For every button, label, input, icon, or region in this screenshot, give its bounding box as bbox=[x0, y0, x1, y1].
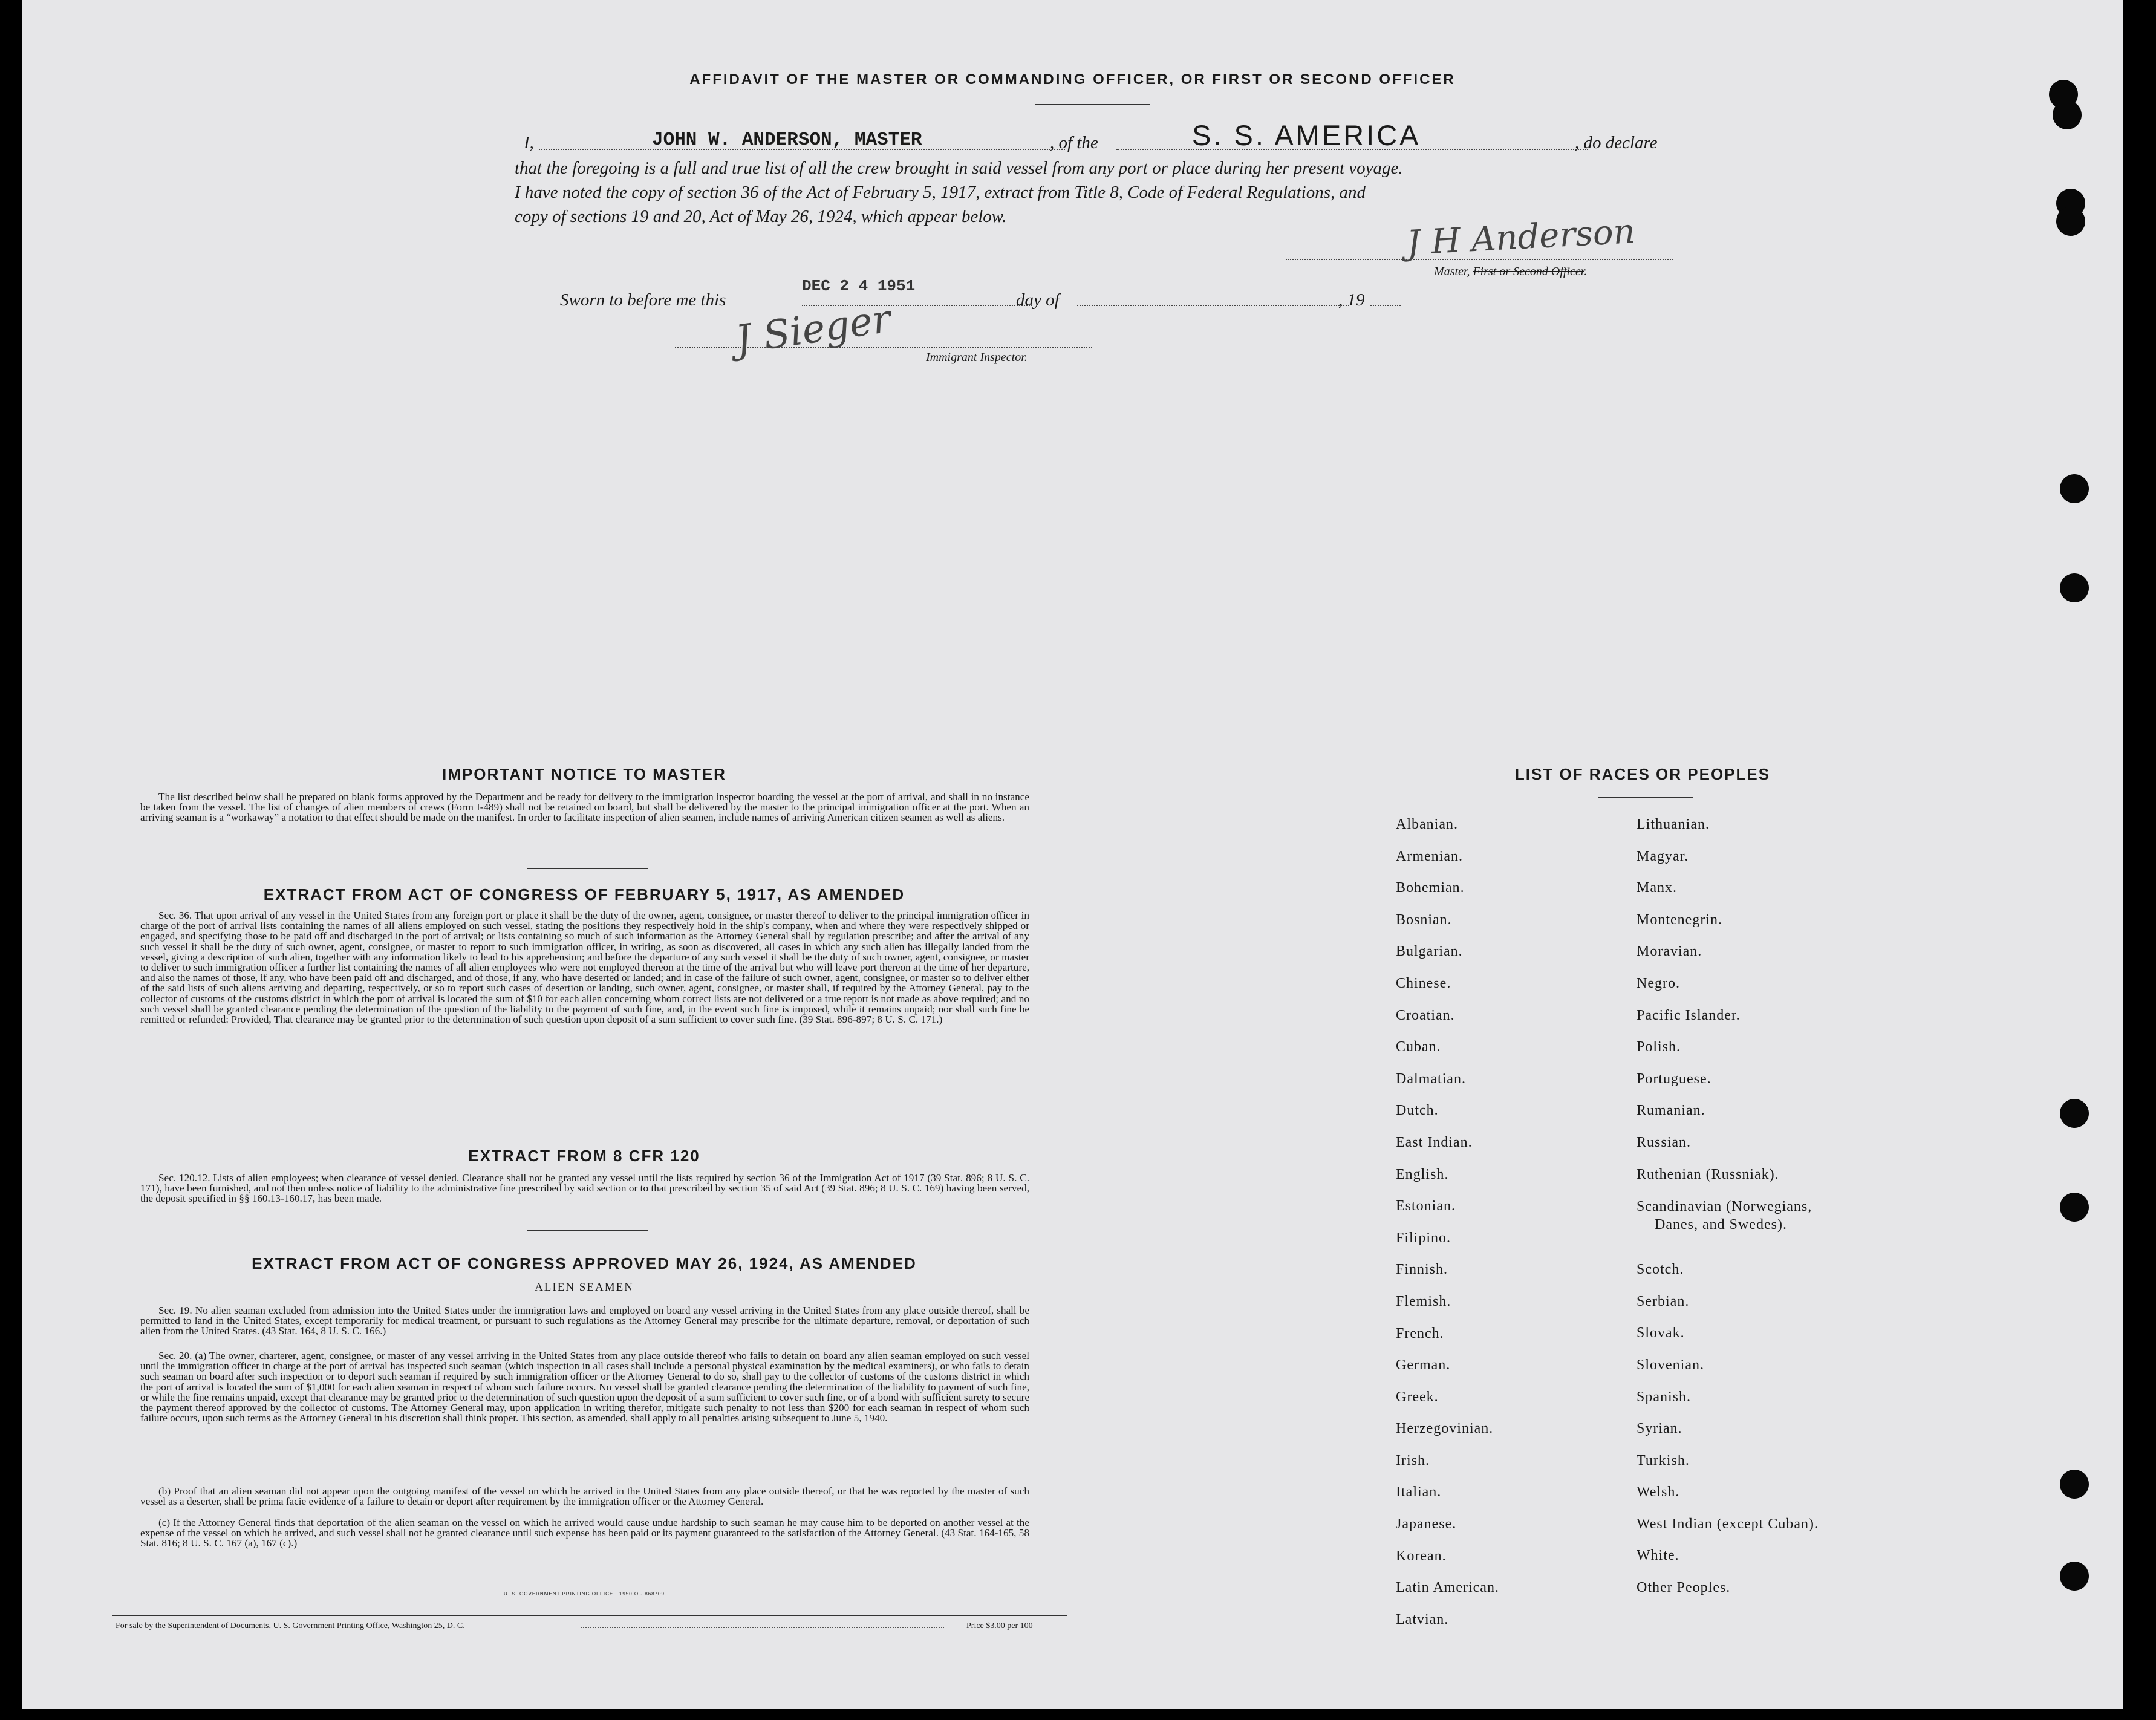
race-item: Armenian. bbox=[1396, 848, 1463, 864]
race-item: West Indian (except Cuban). bbox=[1637, 1516, 1819, 1532]
races-left-column bbox=[1396, 809, 1499, 1635]
race-item: Korean. bbox=[1396, 1548, 1447, 1564]
race-item: Dalmatian. bbox=[1396, 1070, 1466, 1087]
price-note: Price $3.00 per 100 bbox=[966, 1621, 1033, 1630]
race-item: Polish. bbox=[1637, 1039, 1681, 1055]
gpo-imprint: U. S. GOVERNMENT PRINTING OFFICE : 1950 O - 868709 bbox=[504, 1591, 665, 1597]
race-item: Albanian. bbox=[1396, 816, 1458, 832]
race-item: Bosnian. bbox=[1396, 911, 1452, 928]
race-item: East Indian. bbox=[1396, 1134, 1473, 1150]
punch-hole-icon bbox=[2060, 474, 2089, 503]
race-item: Bohemian. bbox=[1396, 880, 1465, 896]
race-item: Irish. bbox=[1396, 1452, 1430, 1468]
race-item: Scandinavian (Norwegians, bbox=[1637, 1199, 1812, 1215]
race-item: French. bbox=[1396, 1325, 1444, 1341]
title-rule bbox=[1035, 104, 1150, 105]
declaration-line-3: I have noted the copy of section 36 of the Act of February 5, 1917, extract from Title 8, Code of Federal Regulations, and bbox=[515, 183, 1366, 202]
affidavit-title: AFFIDAVIT OF THE MASTER OR COMMANDING OFFICER, OR FIRST OR SECOND OFFICER bbox=[689, 71, 1456, 88]
day-of-text: day of bbox=[1016, 290, 1060, 310]
notice-title: IMPORTANT NOTICE TO MASTER bbox=[442, 765, 726, 783]
race-item: Serbian. bbox=[1637, 1293, 1690, 1309]
declaration-do-declare: , do declare bbox=[1575, 133, 1658, 152]
race-item: Manx. bbox=[1637, 880, 1677, 896]
race-item: Estonian. bbox=[1396, 1198, 1456, 1214]
punch-hole-icon bbox=[2056, 207, 2085, 236]
race-item: Pacific Islander. bbox=[1637, 1007, 1741, 1023]
race-item: Chinese. bbox=[1396, 975, 1451, 991]
race-item: Magyar. bbox=[1637, 848, 1689, 864]
punch-hole-icon bbox=[2060, 1099, 2089, 1128]
date-stamp: DEC 2 4 1951 bbox=[802, 277, 916, 295]
races-title: LIST OF RACES OR PEOPLES bbox=[1514, 765, 1771, 783]
punch-hole-icon bbox=[2060, 573, 2089, 602]
punch-hole-icon bbox=[2060, 1562, 2089, 1591]
race-item: German. bbox=[1396, 1357, 1451, 1373]
extract-1924-title: EXTRACT FROM ACT OF CONGRESS APPROVED MAY 26, 1924, AS AMENDED bbox=[252, 1254, 917, 1272]
race-item: English. bbox=[1396, 1166, 1449, 1182]
document-page bbox=[22, 0, 2123, 1709]
races-right-column bbox=[1637, 809, 1819, 1604]
race-item: Danes, and Swedes). bbox=[1655, 1217, 1787, 1233]
race-item: Other Peoples. bbox=[1637, 1580, 1731, 1596]
race-item: Turkish. bbox=[1637, 1452, 1690, 1468]
race-item: Slovenian. bbox=[1637, 1357, 1704, 1373]
race-item: Syrian. bbox=[1637, 1421, 1682, 1437]
extract-1924-sec20c: (c) If the Attorney General finds that deportation of the alien seaman on the vessel on which he arrived would cause undue hardship to such seaman he may cause him to be deported on another vessel at the expense of the vessel on which he arrived, and such vessel shall not be granted clearance until such expense has been paid or its payment guaranteed to the satisfaction of the Attorney General. (43 Stat. 164-165, 58 Stat. 816; 8 U. S. C. 167 (a), 167 (c).) bbox=[140, 1517, 1029, 1549]
inspector-line bbox=[675, 347, 1092, 348]
race-item: Russian. bbox=[1637, 1134, 1692, 1150]
extract-cfr-body: Sec. 120.12. Lists of alien employees; when clearance of vessel denied. Clearance shall not be granted any vessel until the lists required by section 36 of the Immigration Act of 1917 (39 Stat. 896; 8 U. S. C. 171), have been furnished, and not then unless notice of liability to the administrative fine prescribed by said section or to that prescribed by section 35 of said Act (39 Stat. 896; 8 U. S. C. 169) having been served, the deposit specified in §§ 160.13-160.17, has been made. bbox=[140, 1172, 1029, 1205]
race-item: Lithuanian. bbox=[1637, 816, 1710, 832]
race-item: Rumanian. bbox=[1637, 1103, 1705, 1119]
race-item: Montenegrin. bbox=[1637, 911, 1722, 928]
race-item: Spanish. bbox=[1637, 1389, 1692, 1405]
race-item: Portuguese. bbox=[1637, 1070, 1711, 1087]
extract-cfr-title: EXTRACT FROM 8 CFR 120 bbox=[468, 1147, 700, 1165]
race-item: Moravian. bbox=[1637, 943, 1702, 960]
race-item: Welsh. bbox=[1637, 1484, 1680, 1500]
race-item: Filipino. bbox=[1396, 1230, 1451, 1246]
alien-seamen-subtitle: ALIEN SEAMEN bbox=[535, 1281, 634, 1294]
extract-1917-title: EXTRACT FROM ACT OF CONGRESS OF FEBRUARY 5, 1917, AS AMENDED bbox=[263, 885, 905, 904]
race-item: Ruthenian (Russniak). bbox=[1637, 1166, 1779, 1182]
year-line bbox=[1370, 305, 1401, 306]
signature-caption: Master, First or Second Officer. bbox=[1434, 265, 1588, 278]
race-item: Greek. bbox=[1396, 1389, 1439, 1405]
footer-leader bbox=[581, 1627, 944, 1628]
punch-hole-icon bbox=[2060, 1470, 2089, 1499]
month-line bbox=[1077, 305, 1349, 306]
race-item: Dutch. bbox=[1396, 1103, 1439, 1119]
declaration-line-4: copy of sections 19 and 20, Act of May 26, 1924, which appear below. bbox=[515, 207, 1007, 226]
declaration-i: I, bbox=[524, 133, 534, 152]
race-item: Negro. bbox=[1637, 975, 1680, 991]
extract-cfr-rule bbox=[527, 1230, 648, 1231]
race-item: Herzegovinian. bbox=[1396, 1421, 1494, 1437]
race-item: Bulgarian. bbox=[1396, 943, 1463, 960]
race-item: White. bbox=[1637, 1548, 1679, 1564]
races-rule bbox=[1598, 797, 1693, 798]
sworn-text: Sworn to before me this bbox=[560, 290, 726, 310]
inspector-caption: Immigrant Inspector. bbox=[926, 351, 1028, 364]
race-item: Flemish. bbox=[1396, 1293, 1451, 1309]
race-item: Latin American. bbox=[1396, 1580, 1499, 1596]
race-item: Croatian. bbox=[1396, 1007, 1455, 1023]
race-item: Cuban. bbox=[1396, 1039, 1441, 1055]
notice-body: The list described below shall be prepared on blank forms approved by the Department and be ready for delivery to the immigration inspector boarding the vessel at the port of arrival, and shall in no instance be taken from the vessel. The list of changes of alien members of crews (Form I-489) shall not be retained on board, but shall be delivered by the master to the principal immigration officer at the port. When an arriving seaman is a “workaway” a notation to that effect should be made on the manifest. In order to facilitate inspection of alien seamen, include names of arriving American citizen seamen as well as aliens. bbox=[140, 791, 1029, 824]
signature-line bbox=[1286, 259, 1673, 260]
race-item: Finnish. bbox=[1396, 1262, 1448, 1278]
race-item: Italian. bbox=[1396, 1484, 1442, 1500]
master-signature: J H Anderson bbox=[1405, 212, 1637, 263]
inspector-signature: J Sieger bbox=[733, 296, 894, 363]
race-item: Slovak. bbox=[1637, 1325, 1685, 1341]
year-prefix: , 19 bbox=[1338, 290, 1365, 310]
notice-rule bbox=[527, 868, 648, 869]
extract-1924-sec20b: (b) Proof that an alien seaman did not appear upon the outgoing manifest of the vessel on which he arrived in the United States from any place outside thereof, or that he was reported by the master of such vessel as a deserter, shall be prima facie evidence of a failure to detain or deport after requirement by the immigration officer or the Attorney General. bbox=[140, 1485, 1029, 1508]
race-item: Latvian. bbox=[1396, 1611, 1449, 1627]
race-item: Japanese. bbox=[1396, 1516, 1457, 1533]
declaration-line-2: that the foregoing is a full and true list of all the crew brought in said vessel from any port or place during her present voyage. bbox=[515, 158, 1403, 178]
extract-1924-sec20a: Sec. 20. (a) The owner, charterer, agent, consignee, or master of any vessel arriving in the United States from any place outside thereof who fails to detain on board any alien seaman employed on such vessel until the immigration officer in charge at the port of arrival has inspected such seaman (which inspection in all cases shall include a personal physical examination by the medical examiners), or who fails to detain such seaman on board after such inspection or to deport such seaman if required by such immigration officer or the Attorney General to do so, shall pay to the collector of customs of the customs district in which the port of arrival is located the sum of $1,000 for each alien seaman in respect of whom such failure occurs. No vessel shall be granted clearance pending the determination of the liability to payment of such fine, or while the fine remains unpaid, except that clearance may be granted prior to the determination of such question upon the deposit of a sum sufficient to cover such fine, or of a bond with sufficient surety to secure the payment thereof approved by the collector of customs. The Attorney General may, upon application in writing therefor, mitigate such penalty to not less than $200 for each seaman in respect of whom such failure occurs, upon such terms as the Attorney General in his discretion shall think proper. This section, as amended, shall apply to all penalties arising subsequent to June 5, 1940. bbox=[140, 1350, 1029, 1424]
declaration-of-the: , of the bbox=[1050, 133, 1098, 152]
race-item: Scotch. bbox=[1637, 1262, 1684, 1278]
footer-rule bbox=[112, 1615, 1067, 1616]
punch-hole-icon bbox=[2060, 1193, 2089, 1222]
extract-1917-body: Sec. 36. That upon arrival of any vessel in the United States from any foreign port or place it shall be the duty of the owner, agent, consignee, or master thereof to deliver to the principal immigration officer in charge of the port of arrival lists containing the names of all aliens employed on such vessel, stating the positions they respectively hold in the ship's company, when and where they were respectively shipped or engaged, and specifying those to be paid off and discharged in the port of arrival; or lists containing so much of such information as the Attorney General shall by regulation prescribe; and after the arrival of any such vessel it shall be the duty of such owner, agent, consignee, or master to report to such immigration officer, in writing, as soon as discovered, all cases in which any such alien has illegally landed from the vessel, giving a description of such alien, together with any information likely to lead to his apprehension; and before the departure of any such vessel it shall be the duty of such owner, agent, consignee, or master to deliver to such immigration officer a further list containing the names of all alien employees who were not employed thereon at the time of the arrival but who will leave port thereon at the time of her departure, and also the names of those, if any, who have been paid off and discharged, and of those, if any, who have deserted or landed; and in case of the failure of such owner, agent, consignee, or master so to deliver either of the said lists of such aliens arriving and departing, respectively, or so to report such cases of desertion or landing, such owner, agent, consignee, or master shall, if required by the Attorney General, pay to the collector of customs of the customs district in which the port of arrival is located the sum of $10 for each alien concerning whom correct lists are not delivered or a true report is not made as above required; and no such vessel shall be granted clearance pending the determination of the question of the liability to the payment of such fine, and, in the event such fine is imposed, while it remains unpaid; nor shall such fine be remitted or refunded: Provided, That clearance may be granted prior to the determination of such question upon deposit of a sum sufficient to cover such fine. (39 Stat. 896-897; 8 U. S. C. 171.) bbox=[140, 910, 1029, 1026]
extract-1924-sec19: Sec. 19. No alien seaman excluded from admission into the United States under the immigration laws and employed on board any vessel arriving in the United States from any place outside thereof, shall be permitted to land in the United States, except temporarily for medical treatment, or pursuant to such regulations as the Attorney General may prescribe for the ultimate departure, removal, or deportation of such alien from the United States. (43 Stat. 164, 8 U. S. C. 166.) bbox=[140, 1305, 1029, 1337]
vessel-name: S. S. AMERICA bbox=[1192, 119, 1421, 151]
punch-hole-icon bbox=[2053, 100, 2082, 129]
for-sale-note: For sale by the Superintendent of Documents, U. S. Government Printing Office, Washington 25, D. C. bbox=[116, 1621, 465, 1630]
master-name: JOHN W. ANDERSON, MASTER bbox=[652, 129, 922, 151]
